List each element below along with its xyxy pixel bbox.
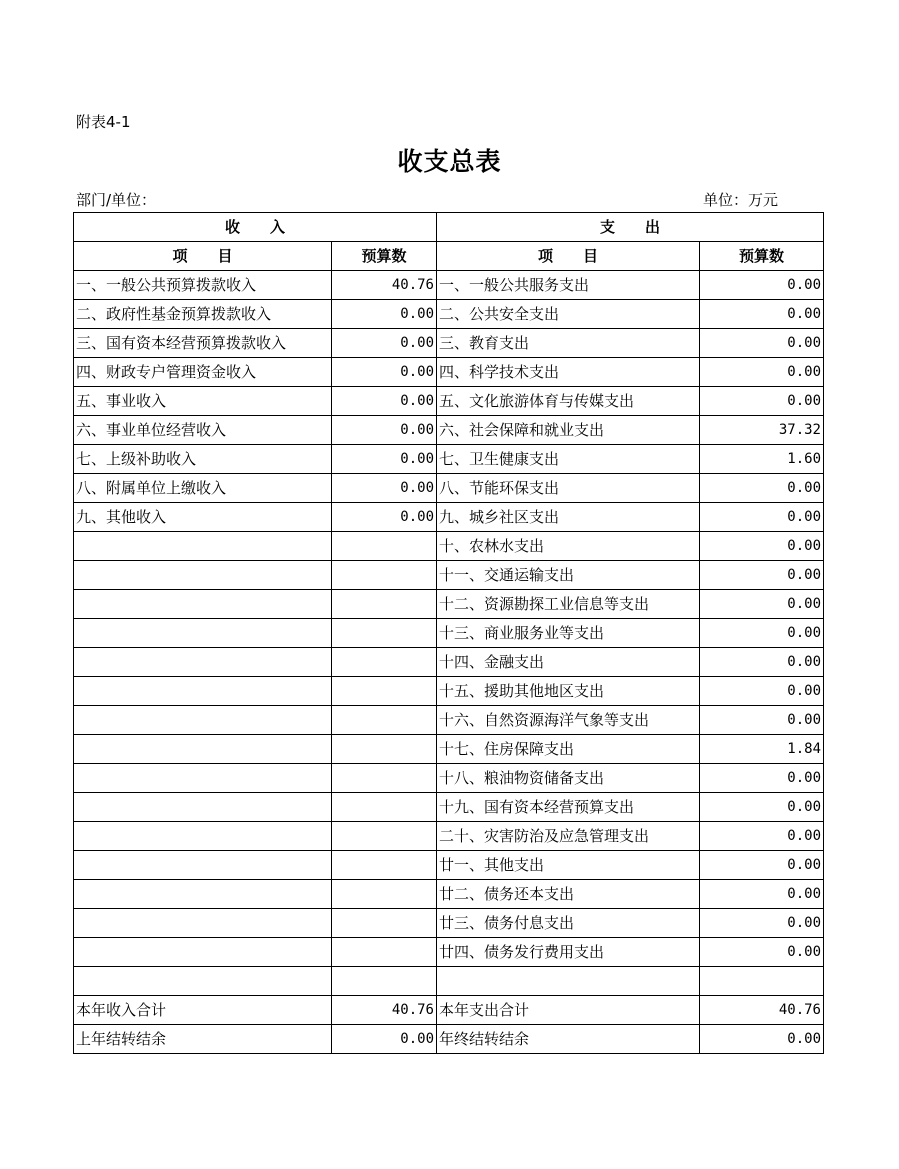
expense-value-cell: 0.00 (700, 300, 824, 329)
expense-value-cell: 0.00 (700, 590, 824, 619)
expense-value-cell: 0.00 (700, 880, 824, 909)
income-item-cell (74, 590, 332, 619)
table-row (74, 909, 824, 938)
income-item-cell (74, 938, 332, 967)
unit-label: 单位：万元 (703, 191, 779, 209)
expense-value-cell: 37.32 (700, 416, 824, 445)
expense-value-cell: 0.00 (700, 561, 824, 590)
table-row (74, 271, 824, 300)
income-item-cell (74, 677, 332, 706)
income-item-cell (74, 764, 332, 793)
income-value-cell (332, 735, 437, 764)
income-item-cell: 七、上级补助收入 (74, 445, 332, 474)
table-row (74, 851, 824, 880)
budget-table (73, 212, 824, 1054)
table-row (74, 416, 824, 445)
table-row (74, 445, 824, 474)
table-row (74, 996, 824, 1025)
expense-value-cell: 0.00 (700, 474, 824, 503)
income-item-cell (74, 619, 332, 648)
income-value-cell (332, 967, 437, 996)
appendix-label: 附表4-1 (76, 113, 131, 131)
table-row (74, 503, 824, 532)
income-header: 收 入 (74, 213, 437, 242)
income-item-cell (74, 648, 332, 677)
page-title: 收支总表 (397, 147, 502, 176)
income-value-cell (332, 764, 437, 793)
income-value-cell (332, 590, 437, 619)
table-row (74, 1025, 824, 1054)
income-value-cell (332, 909, 437, 938)
income-item-cell: 本年收入合计 (74, 996, 332, 1025)
expense-value-cell: 0.00 (700, 764, 824, 793)
table-row (74, 590, 824, 619)
income-item-cell: 四、财政专户管理资金收入 (74, 358, 332, 387)
expense-item-cell: 年终结转结余 (437, 1025, 700, 1054)
income-value-cell (332, 880, 437, 909)
table-row (74, 735, 824, 764)
expense-item-cell: 十二、资源勘探工业信息等支出 (437, 590, 700, 619)
income-item-cell: 八、附属单位上缴收入 (74, 474, 332, 503)
department-label: 部门/单位： (76, 191, 157, 209)
table-row (74, 822, 824, 851)
income-item-cell: 六、事业单位经营收入 (74, 416, 332, 445)
expense-item-cell: 本年支出合计 (437, 996, 700, 1025)
income-value-cell: 40.76 (332, 271, 437, 300)
income-value-cell: 0.00 (332, 503, 437, 532)
expense-item-cell: 二十、灾害防治及应急管理支出 (437, 822, 700, 851)
expense-item-cell: 十四、金融支出 (437, 648, 700, 677)
income-value-cell: 0.00 (332, 300, 437, 329)
income-item-cell: 一、一般公共预算拨款收入 (74, 271, 332, 300)
table-row (74, 619, 824, 648)
expense-item-cell: 廿二、债务还本支出 (437, 880, 700, 909)
income-value-cell (332, 619, 437, 648)
table-row (74, 793, 824, 822)
income-item-cell (74, 851, 332, 880)
expense-value-cell: 0.00 (700, 271, 824, 300)
expense-item-header: 项 目 (437, 242, 700, 271)
expense-value-cell: 0.00 (700, 909, 824, 938)
income-value-cell (332, 706, 437, 735)
table-row (74, 474, 824, 503)
income-value-cell: 0.00 (332, 474, 437, 503)
expense-value-cell: 0.00 (700, 619, 824, 648)
expense-value-cell: 0.00 (700, 329, 824, 358)
expense-value-cell: 0.00 (700, 532, 824, 561)
table-row (74, 329, 824, 358)
income-item-cell (74, 909, 332, 938)
income-value-cell: 0.00 (332, 387, 437, 416)
income-item-header: 项 目 (74, 242, 332, 271)
expense-item-cell: 九、城乡社区支出 (437, 503, 700, 532)
income-value-cell (332, 822, 437, 851)
expense-item-cell: 十三、商业服务业等支出 (437, 619, 700, 648)
expense-value-cell: 0.00 (700, 822, 824, 851)
budget-table-body (74, 213, 824, 1054)
expense-item-cell (437, 967, 700, 996)
expense-item-cell: 十九、国有资本经营预算支出 (437, 793, 700, 822)
income-value-cell: 0.00 (332, 329, 437, 358)
income-value-cell (332, 561, 437, 590)
income-item-cell: 二、政府性基金预算拨款收入 (74, 300, 332, 329)
expense-value-cell (700, 967, 824, 996)
income-item-cell (74, 561, 332, 590)
table-row (74, 967, 824, 996)
expense-item-cell: 十五、援助其他地区支出 (437, 677, 700, 706)
table-row (74, 648, 824, 677)
expense-value-cell: 0.00 (700, 851, 824, 880)
income-value-cell (332, 851, 437, 880)
income-item-cell: 三、国有资本经营预算拨款收入 (74, 329, 332, 358)
expense-value-cell: 40.76 (700, 996, 824, 1025)
table-row (74, 300, 824, 329)
table-row (74, 706, 824, 735)
income-value-cell: 0.00 (332, 358, 437, 387)
income-value-cell (332, 532, 437, 561)
income-item-cell (74, 532, 332, 561)
expense-item-cell: 廿一、其他支出 (437, 851, 700, 880)
expense-value-cell: 1.60 (700, 445, 824, 474)
income-budget-header: 预算数 (332, 242, 437, 271)
table-row (74, 764, 824, 793)
expense-value-cell: 0.00 (700, 793, 824, 822)
income-value-cell: 0.00 (332, 445, 437, 474)
expense-item-cell: 二、公共安全支出 (437, 300, 700, 329)
expense-item-cell: 六、社会保障和就业支出 (437, 416, 700, 445)
expense-value-cell: 0.00 (700, 503, 824, 532)
expense-item-cell: 廿四、债务发行费用支出 (437, 938, 700, 967)
expense-item-cell: 廿三、债务付息支出 (437, 909, 700, 938)
expense-value-cell: 0.00 (700, 387, 824, 416)
income-item-cell: 上年结转结余 (74, 1025, 332, 1054)
income-value-cell (332, 648, 437, 677)
table-row (74, 938, 824, 967)
income-item-cell (74, 706, 332, 735)
expense-item-cell: 十六、自然资源海洋气象等支出 (437, 706, 700, 735)
expense-budget-header: 预算数 (700, 242, 824, 271)
table-row (74, 387, 824, 416)
expense-item-cell: 三、教育支出 (437, 329, 700, 358)
income-item-cell (74, 822, 332, 851)
section-header-row (74, 213, 824, 242)
expense-item-cell: 一、一般公共服务支出 (437, 271, 700, 300)
income-item-cell: 九、其他收入 (74, 503, 332, 532)
table-row (74, 532, 824, 561)
column-header-row (74, 242, 824, 271)
income-value-cell: 0.00 (332, 1025, 437, 1054)
income-item-cell: 五、事业收入 (74, 387, 332, 416)
table-row (74, 561, 824, 590)
expense-item-cell: 七、卫生健康支出 (437, 445, 700, 474)
expense-item-cell: 十、农林水支出 (437, 532, 700, 561)
table-row (74, 358, 824, 387)
income-value-cell (332, 677, 437, 706)
expense-item-cell: 八、节能环保支出 (437, 474, 700, 503)
expense-header: 支 出 (437, 213, 824, 242)
expense-value-cell: 1.84 (700, 735, 824, 764)
expense-value-cell: 0.00 (700, 358, 824, 387)
income-item-cell (74, 735, 332, 764)
income-value-cell (332, 938, 437, 967)
expense-item-cell: 五、文化旅游体育与传媒支出 (437, 387, 700, 416)
expense-value-cell: 0.00 (700, 677, 824, 706)
expense-item-cell: 十一、交通运输支出 (437, 561, 700, 590)
income-value-cell: 0.00 (332, 416, 437, 445)
income-value-cell (332, 793, 437, 822)
income-item-cell (74, 793, 332, 822)
expense-item-cell: 十八、粮油物资储备支出 (437, 764, 700, 793)
table-row (74, 880, 824, 909)
expense-value-cell: 0.00 (700, 1025, 824, 1054)
expense-item-cell: 四、科学技术支出 (437, 358, 700, 387)
expense-value-cell: 0.00 (700, 706, 824, 735)
income-value-cell: 40.76 (332, 996, 437, 1025)
table-row (74, 677, 824, 706)
expense-value-cell: 0.00 (700, 938, 824, 967)
expense-value-cell: 0.00 (700, 648, 824, 677)
income-item-cell (74, 880, 332, 909)
expense-item-cell: 十七、住房保障支出 (437, 735, 700, 764)
income-item-cell (74, 967, 332, 996)
